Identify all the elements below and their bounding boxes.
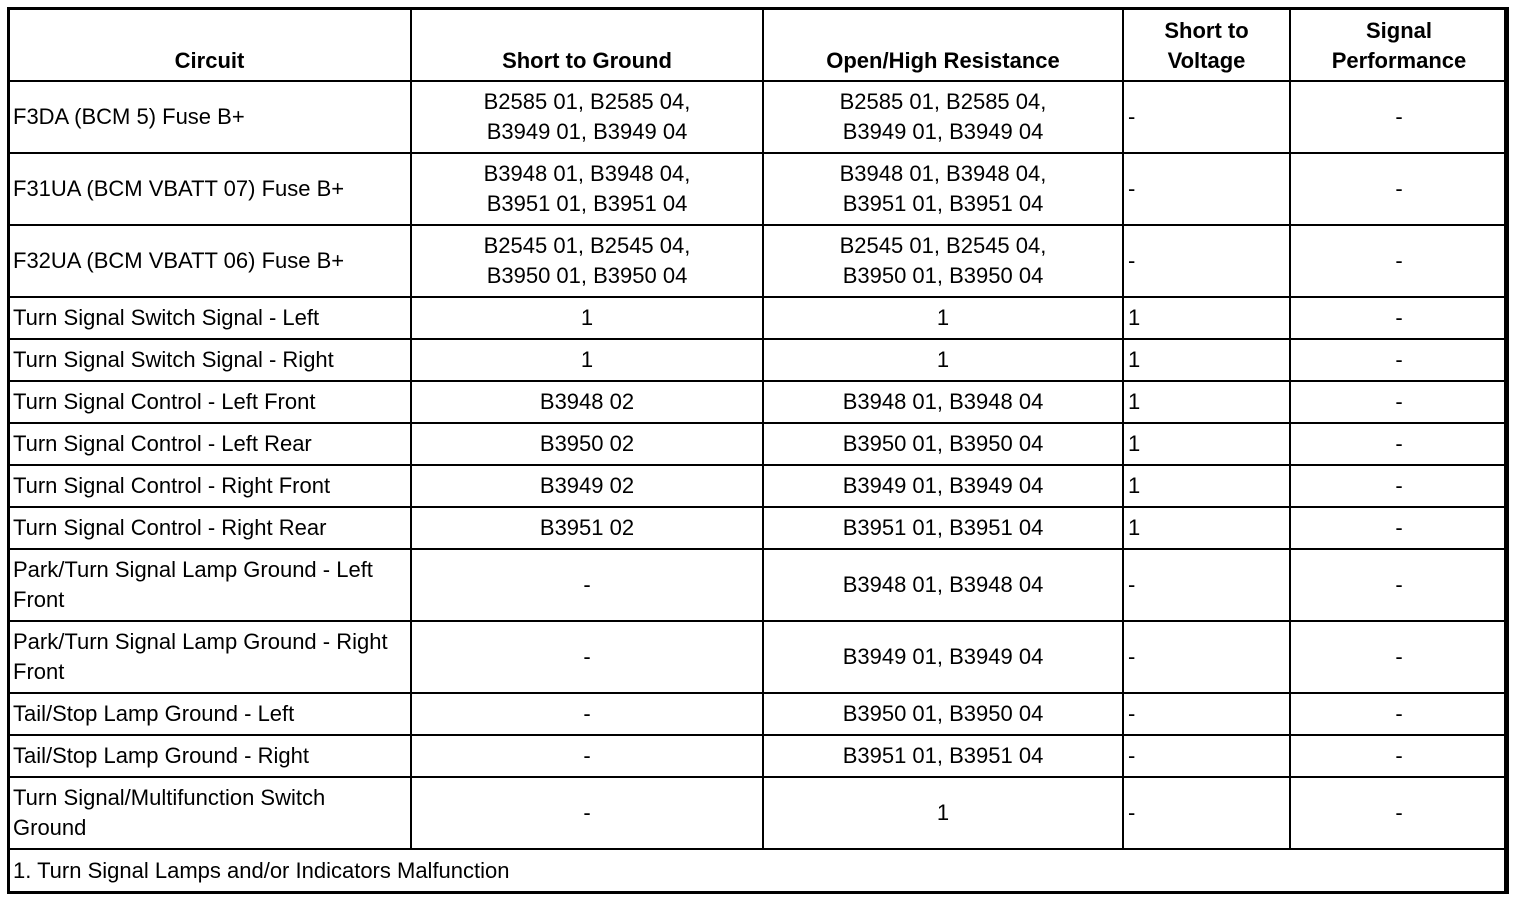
cell-signal-performance: - — [1290, 225, 1508, 297]
cell-short-to-voltage: 1 — [1123, 381, 1290, 423]
cell-signal-performance: - — [1290, 81, 1508, 153]
cell-short-to-voltage: - — [1123, 777, 1290, 849]
cell-signal-performance: - — [1290, 381, 1508, 423]
cell-short-to-voltage: 1 — [1123, 297, 1290, 339]
table-row — [8, 735, 1508, 777]
table-row — [8, 549, 1508, 621]
cell-signal-performance: - — [1290, 693, 1508, 735]
cell-circuit: Turn Signal Switch Signal - Left — [8, 297, 411, 339]
cell-open-high-resistance: B3949 01, B3949 04 — [763, 465, 1123, 507]
header-circuit: Circuit — [8, 8, 411, 81]
table-row — [8, 153, 1508, 225]
footnote-row — [8, 849, 1508, 893]
cell-signal-performance: - — [1290, 735, 1508, 777]
cell-short-to-voltage: - — [1123, 81, 1290, 153]
cell-short-to-ground: 1 — [411, 297, 763, 339]
table-row — [8, 297, 1508, 339]
table-row — [8, 465, 1508, 507]
cell-circuit: F3DA (BCM 5) Fuse B+ — [8, 81, 411, 153]
cell-circuit: Park/Turn Signal Lamp Ground - Left Front — [8, 549, 411, 621]
cell-signal-performance: - — [1290, 549, 1508, 621]
diagnostic-table-sheet — [7, 7, 1507, 894]
cell-circuit: F32UA (BCM VBATT 06) Fuse B+ — [8, 225, 411, 297]
cell-open-high-resistance: B3951 01, B3951 04 — [763, 507, 1123, 549]
header-row — [8, 8, 1508, 81]
cell-short-to-ground: B2585 01, B2585 04, B3949 01, B3949 04 — [411, 81, 763, 153]
table-row — [8, 693, 1508, 735]
cell-short-to-ground: B3949 02 — [411, 465, 763, 507]
table-row — [8, 381, 1508, 423]
cell-open-high-resistance: B3948 01, B3948 04 — [763, 549, 1123, 621]
cell-open-high-resistance: 1 — [763, 339, 1123, 381]
table-row — [8, 621, 1508, 693]
cell-short-to-voltage: - — [1123, 621, 1290, 693]
cell-signal-performance: - — [1290, 339, 1508, 381]
cell-short-to-ground: B2545 01, B2545 04, B3950 01, B3950 04 — [411, 225, 763, 297]
header-open-high-resistance: Open/High Resistance — [763, 8, 1123, 81]
cell-circuit: Tail/Stop Lamp Ground - Left — [8, 693, 411, 735]
table-row — [8, 777, 1508, 849]
cell-open-high-resistance: B3950 01, B3950 04 — [763, 693, 1123, 735]
cell-signal-performance: - — [1290, 297, 1508, 339]
cell-circuit: Park/Turn Signal Lamp Ground - Right Front — [8, 621, 411, 693]
cell-circuit: Turn Signal Control - Right Rear — [8, 507, 411, 549]
cell-circuit: Turn Signal/Multifunction Switch Ground — [8, 777, 411, 849]
table-row — [8, 423, 1508, 465]
cell-circuit: Turn Signal Control - Left Rear — [8, 423, 411, 465]
cell-circuit: Turn Signal Control - Left Front — [8, 381, 411, 423]
cell-short-to-ground: - — [411, 621, 763, 693]
cell-signal-performance: - — [1290, 621, 1508, 693]
cell-circuit: F31UA (BCM VBATT 07) Fuse B+ — [8, 153, 411, 225]
cell-short-to-ground: - — [411, 777, 763, 849]
cell-short-to-ground: 1 — [411, 339, 763, 381]
header-signal-performance: Signal Performance — [1290, 8, 1508, 81]
cell-short-to-voltage: 1 — [1123, 339, 1290, 381]
cell-short-to-ground: B3950 02 — [411, 423, 763, 465]
table-row — [8, 339, 1508, 381]
cell-open-high-resistance: B3950 01, B3950 04 — [763, 423, 1123, 465]
cell-short-to-voltage: - — [1123, 153, 1290, 225]
cell-open-high-resistance: B3951 01, B3951 04 — [763, 735, 1123, 777]
table-row — [8, 507, 1508, 549]
cell-short-to-voltage: 1 — [1123, 423, 1290, 465]
cell-open-high-resistance: 1 — [763, 297, 1123, 339]
cell-short-to-voltage: 1 — [1123, 465, 1290, 507]
cell-open-high-resistance: B2545 01, B2545 04, B3950 01, B3950 04 — [763, 225, 1123, 297]
header-short-to-voltage: Short to Voltage — [1123, 8, 1290, 81]
cell-signal-performance: - — [1290, 423, 1508, 465]
cell-circuit: Tail/Stop Lamp Ground - Right — [8, 735, 411, 777]
cell-short-to-voltage: 1 — [1123, 507, 1290, 549]
cell-short-to-ground: - — [411, 549, 763, 621]
footnote: 1. Turn Signal Lamps and/or Indicators Malfunction — [8, 849, 1508, 893]
cell-open-high-resistance: B3948 01, B3948 04 — [763, 381, 1123, 423]
table-row — [8, 81, 1508, 153]
cell-short-to-ground: B3951 02 — [411, 507, 763, 549]
cell-signal-performance: - — [1290, 153, 1508, 225]
cell-short-to-voltage: - — [1123, 735, 1290, 777]
cell-short-to-ground: B3948 01, B3948 04, B3951 01, B3951 04 — [411, 153, 763, 225]
cell-circuit: Turn Signal Switch Signal - Right — [8, 339, 411, 381]
cell-short-to-ground: - — [411, 735, 763, 777]
cell-open-high-resistance: 1 — [763, 777, 1123, 849]
cell-signal-performance: - — [1290, 777, 1508, 849]
cell-short-to-voltage: - — [1123, 225, 1290, 297]
cell-open-high-resistance: B3948 01, B3948 04, B3951 01, B3951 04 — [763, 153, 1123, 225]
cell-short-to-ground: - — [411, 693, 763, 735]
cell-short-to-voltage: - — [1123, 549, 1290, 621]
cell-open-high-resistance: B3949 01, B3949 04 — [763, 621, 1123, 693]
cell-open-high-resistance: B2585 01, B2585 04, B3949 01, B3949 04 — [763, 81, 1123, 153]
header-short-to-ground: Short to Ground — [411, 8, 763, 81]
cell-circuit: Turn Signal Control - Right Front — [8, 465, 411, 507]
cell-short-to-voltage: - — [1123, 693, 1290, 735]
cell-signal-performance: - — [1290, 465, 1508, 507]
table-row — [8, 225, 1508, 297]
cell-short-to-ground: B3948 02 — [411, 381, 763, 423]
cell-signal-performance: - — [1290, 507, 1508, 549]
circuit-fault-table — [7, 7, 1509, 894]
